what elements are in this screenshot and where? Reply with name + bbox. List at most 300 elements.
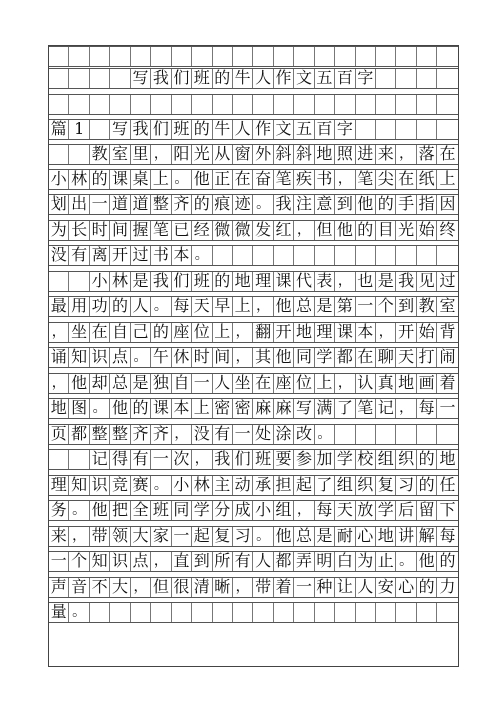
grid-cell: [172, 47, 192, 66]
grid-cell: 放: [356, 501, 376, 520]
grid-cell: 天: [192, 297, 212, 316]
grid-cell: 带: [253, 578, 273, 597]
grid-cell: ，: [233, 578, 253, 597]
grid-cell: 直: [172, 552, 192, 571]
grid-cell: [131, 47, 151, 66]
grid-cell: 没: [49, 246, 69, 265]
grid-cell: 经: [192, 221, 212, 240]
grid-cell: 有: [131, 450, 151, 469]
grid-cell: 每: [172, 297, 192, 316]
grid-cell: 光: [396, 221, 416, 240]
grid-cell: [335, 603, 355, 622]
grid-cell: 习: [396, 476, 416, 495]
grid-cell: 上: [233, 297, 253, 316]
grid-cell: 记: [376, 399, 396, 418]
grid-row-9: [49, 245, 458, 266]
grid-cell: [213, 603, 233, 622]
grid-cell: [356, 120, 376, 139]
grid-cell: 涂: [274, 425, 294, 444]
grid-cell: 班: [172, 120, 192, 139]
grid-cell: 一: [294, 578, 314, 597]
grid-cell: 疾: [294, 170, 314, 189]
grid-cell: 的: [151, 323, 171, 342]
grid-cell: 笔: [274, 170, 294, 189]
grid-cell: 齐: [172, 195, 192, 214]
grid-cell: 。: [69, 501, 89, 520]
grid-cell: 里: [131, 145, 151, 164]
grid-cell: [151, 603, 171, 622]
grid-cell: 识: [110, 552, 130, 571]
grid-cell: [335, 95, 355, 114]
grid-cell: 学: [376, 501, 396, 520]
grid-cell: 天: [396, 348, 416, 367]
grid-cell: 小: [90, 272, 110, 291]
grid-cell: 聊: [376, 348, 396, 367]
grid-cell: [376, 603, 396, 622]
grid-cell: 地: [439, 450, 456, 469]
grid-cell: 很: [172, 578, 192, 597]
grid-cell: 整: [110, 425, 130, 444]
grid-cell: 他: [356, 195, 376, 214]
grid-cell: [356, 95, 376, 114]
grid-cell: 牛: [213, 120, 233, 139]
grid-cell: 上: [192, 399, 212, 418]
grid-cell: 止: [376, 552, 396, 571]
grid-row-16: [49, 424, 458, 445]
grid-cell: 他: [417, 552, 437, 571]
grid-cell: 道: [110, 195, 130, 214]
grid-cell: [90, 47, 110, 66]
grid-cell: [90, 95, 110, 114]
grid-cell: 出: [69, 195, 89, 214]
grid-cell: 理: [49, 476, 69, 495]
grid-cell: 织: [356, 476, 376, 495]
grid-cell: [151, 47, 171, 66]
grid-cell: 他: [274, 297, 294, 316]
grid-cell: 同: [172, 501, 192, 520]
grid-cell: 讲: [396, 527, 416, 546]
grid-row-23: [49, 602, 458, 623]
grid-cell: 了: [335, 399, 355, 418]
grid-cell: 有: [213, 425, 233, 444]
grid-cell: 休: [172, 348, 192, 367]
grid-cell: ，: [294, 501, 314, 520]
grid-cell: 学: [315, 348, 335, 367]
grid-cell: [49, 69, 69, 88]
grid-cell: 写: [131, 69, 151, 88]
grid-cell: 一: [49, 552, 69, 571]
grid-cell: 地: [396, 374, 416, 393]
grid-cell: 有: [233, 552, 253, 571]
grid-cell: [396, 95, 416, 114]
grid-cell: [233, 95, 253, 114]
grid-cell: 地: [49, 399, 69, 418]
grid-cell: 的: [417, 450, 437, 469]
grid-row-10: [49, 271, 458, 292]
grid-cell: [315, 47, 335, 66]
grid-cell: 种: [315, 578, 335, 597]
grid-row-1: [49, 46, 458, 67]
grid-cell: ，: [396, 399, 416, 418]
grid-cell: 在: [356, 348, 376, 367]
grid-cell: 人: [253, 552, 273, 571]
grid-cell: ，: [233, 348, 253, 367]
grid-cell: 。: [172, 170, 192, 189]
grid-cell: [151, 95, 171, 114]
grid-cell: 都: [274, 552, 294, 571]
grid-cell: 也: [356, 272, 376, 291]
grid-cell: 麻: [253, 399, 273, 418]
grid-cell: 学: [335, 450, 355, 469]
grid-cell: 的: [110, 297, 130, 316]
grid-cell: 痕: [213, 195, 233, 214]
grid-cell: [417, 603, 437, 622]
grid-cell: 1: [69, 120, 89, 139]
grid-cell: 后: [396, 501, 416, 520]
grid-cell: 次: [172, 450, 192, 469]
grid-cell: 校: [356, 450, 376, 469]
grid-cell: ，: [335, 272, 355, 291]
grid-cell: 人: [131, 297, 151, 316]
grid-cell: 学: [192, 501, 212, 520]
grid-cell: 组: [335, 476, 355, 495]
grid-cell: 了: [315, 476, 335, 495]
grid-cell: 齐: [131, 425, 151, 444]
grid-cell: 他: [274, 527, 294, 546]
grid-cell: 家: [151, 527, 171, 546]
grid-cell: 的: [376, 195, 396, 214]
grid-cell: 总: [294, 297, 314, 316]
grid-cell: 分: [213, 501, 233, 520]
grid-cell: 一: [192, 374, 212, 393]
grid-cell: 是: [376, 272, 396, 291]
grid-cell: [396, 246, 416, 265]
grid-cell: 第: [335, 297, 355, 316]
grid-cell: 座: [172, 323, 192, 342]
grid-cell: 书: [151, 246, 171, 265]
grid-cell: [294, 603, 314, 622]
grid-cell: 笔: [151, 221, 171, 240]
grid-cell: 齐: [151, 425, 171, 444]
grid-cell: 午: [151, 348, 171, 367]
grid-cell: [315, 246, 335, 265]
grid-row-4: [49, 119, 458, 140]
grid-cell: 林: [110, 272, 130, 291]
grid-cell: 天: [335, 501, 355, 520]
grid-cell: 起: [192, 527, 212, 546]
grid-cell: 本: [172, 246, 192, 265]
grid-cell: 间: [213, 348, 233, 367]
grid-cell: [253, 246, 273, 265]
grid-cell: 不: [90, 578, 110, 597]
grid-cell: 一: [90, 195, 110, 214]
grid-cell: 习: [233, 527, 253, 546]
grid-cell: [49, 450, 69, 469]
grid-cell: 课: [151, 399, 171, 418]
grid-cell: 文: [294, 69, 314, 88]
grid-cell: 在: [439, 145, 456, 164]
grid-cell: 有: [69, 246, 89, 265]
grid-cell: [437, 120, 457, 139]
grid-cell: 下: [439, 501, 456, 520]
grid-cell: 我: [396, 272, 416, 291]
grid-cell: 的: [213, 69, 233, 88]
grid-cell: 们: [172, 69, 192, 88]
grid-cell: 我: [151, 69, 171, 88]
grid-cell: [49, 272, 69, 291]
grid-cell: 奋: [253, 170, 273, 189]
grid-cell: ，: [396, 145, 416, 164]
grid-row-15: [49, 398, 458, 419]
grid-cell: 百: [335, 69, 355, 88]
grid-cell: 密: [213, 399, 233, 418]
grid-cell: 弄: [294, 552, 314, 571]
grid-cell: [356, 246, 376, 265]
grid-cell: 个: [376, 297, 396, 316]
grid-cell: 量: [49, 603, 69, 622]
grid-row-3: [49, 94, 458, 115]
grid-cell: [49, 145, 69, 164]
grid-row-8: [49, 220, 458, 241]
grid-cell: 到: [192, 552, 212, 571]
grid-cell: 我: [213, 450, 233, 469]
grid-row-12: [49, 322, 458, 343]
grid-cell: 。: [192, 246, 212, 265]
grid-cell: 红: [274, 221, 294, 240]
grid-cell: 光: [192, 145, 212, 164]
grid-cell: 书: [315, 170, 335, 189]
grid-cell: 发: [253, 221, 273, 240]
grid-cell: 室: [110, 145, 130, 164]
grid-cell: 五: [294, 120, 314, 139]
grid-cell: [233, 47, 253, 66]
grid-cell: 他: [335, 221, 355, 240]
grid-cell: 指: [417, 195, 437, 214]
grid-cell: 自: [110, 323, 130, 342]
grid-cell: 个: [69, 552, 89, 571]
grid-cell: 地: [376, 527, 396, 546]
grid-cell: 承: [253, 476, 273, 495]
grid-cell: [274, 47, 294, 66]
grid-cell: [437, 425, 457, 444]
composition-grid-paper: [48, 45, 459, 667]
grid-cell: 带: [90, 527, 110, 546]
grid-cell: 每: [315, 501, 335, 520]
grid-cell: 我: [131, 120, 151, 139]
grid-cell: 整: [151, 195, 171, 214]
grid-cell: [335, 425, 355, 444]
grid-cell: 落: [417, 145, 437, 164]
grid-cell: 上: [151, 170, 171, 189]
grid-cell: 满: [315, 399, 335, 418]
grid-cell: 早: [213, 297, 233, 316]
grid-cell: 诵: [49, 348, 69, 367]
grid-cell: 音: [69, 578, 89, 597]
grid-cell: 林: [192, 476, 212, 495]
grid-cell: 他: [274, 348, 294, 367]
grid-cell: 改: [294, 425, 314, 444]
grid-cell: 。: [151, 297, 171, 316]
grid-cell: [192, 603, 212, 622]
grid-row-2: [49, 68, 458, 89]
grid-cell: ，: [335, 170, 355, 189]
grid-cell: 作: [274, 69, 294, 88]
grid-cell: 用: [69, 297, 89, 316]
grid-cell: 务: [49, 501, 69, 520]
grid-cell: [69, 272, 89, 291]
grid-row-17: [49, 449, 458, 470]
grid-cell: 组: [376, 450, 396, 469]
grid-cell: 却: [90, 374, 110, 393]
grid-row-18: [49, 475, 458, 496]
grid-cell: 班: [192, 69, 212, 88]
grid-cell: 留: [417, 501, 437, 520]
grid-cell: 。: [151, 476, 171, 495]
grid-cell: 画: [417, 374, 437, 393]
grid-cell: [253, 95, 273, 114]
grid-cell: 的: [213, 272, 233, 291]
grid-cell: 清: [192, 578, 212, 597]
grid-cell: 写: [294, 399, 314, 418]
grid-cell: 全: [131, 501, 151, 520]
grid-cell: 。: [69, 603, 89, 622]
grid-cell: [437, 246, 457, 265]
grid-cell: 声: [49, 578, 69, 597]
grid-cell: 大: [110, 578, 130, 597]
grid-cell: 真: [376, 374, 396, 393]
grid-cell: 的: [131, 399, 151, 418]
grid-cell: 开: [274, 323, 294, 342]
grid-cell: [110, 95, 130, 114]
grid-cell: 笔: [356, 399, 376, 418]
grid-cell: 阳: [172, 145, 192, 164]
grid-cell: 座: [274, 374, 294, 393]
grid-cell: [192, 47, 212, 66]
grid-cell: 是: [131, 374, 151, 393]
grid-cell: 在: [396, 170, 416, 189]
grid-cell: 始: [417, 323, 437, 342]
grid-cell: 上: [315, 374, 335, 393]
grid-cell: [274, 95, 294, 114]
grid-cell: ，: [69, 527, 89, 546]
grid-cell: 离: [90, 246, 110, 265]
grid-cell: 赛: [131, 476, 151, 495]
grid-cell: [335, 47, 355, 66]
grid-cell: 理: [315, 323, 335, 342]
grid-cell: 他: [90, 501, 110, 520]
grid-cell: 知: [69, 476, 89, 495]
grid-cell: 尖: [376, 170, 396, 189]
grid-cell: 字: [335, 120, 355, 139]
grid-cell: 竞: [110, 476, 130, 495]
grid-cell: 微: [233, 221, 253, 240]
grid-cell: 处: [253, 425, 273, 444]
grid-cell: 握: [131, 221, 151, 240]
grid-cell: 织: [396, 450, 416, 469]
grid-cell: 领: [110, 527, 130, 546]
grid-cell: 点: [110, 348, 130, 367]
grid-cell: [335, 246, 355, 265]
grid-cell: [376, 120, 396, 139]
grid-cell: 他: [192, 170, 212, 189]
grid-row-19: [49, 500, 458, 521]
grid-cell: [376, 425, 396, 444]
grid-row-22: [49, 577, 458, 598]
grid-cell: 地: [233, 272, 253, 291]
grid-cell: 正: [213, 170, 233, 189]
grid-cell: [49, 47, 69, 66]
grid-cell: 字: [356, 69, 376, 88]
grid-cell: ，: [192, 450, 212, 469]
grid-cell: [131, 603, 151, 622]
grid-cell: 道: [131, 195, 151, 214]
grid-cell: [376, 69, 396, 88]
grid-cell: [356, 425, 376, 444]
grid-cell: 们: [151, 120, 171, 139]
grid-cell: 间: [110, 221, 130, 240]
grid-cell: 写: [110, 120, 130, 139]
grid-cell: 是: [315, 297, 335, 316]
grid-cell: [417, 95, 437, 114]
grid-cell: 人: [213, 374, 233, 393]
grid-cell: 是: [131, 272, 151, 291]
grid-cell: [396, 425, 416, 444]
grid-cell: 照: [335, 145, 355, 164]
grid-cell: 班: [253, 450, 273, 469]
grid-cell: 密: [233, 399, 253, 418]
grid-cell: 班: [151, 501, 171, 520]
grid-cell: [376, 246, 396, 265]
grid-cell: 任: [439, 476, 456, 495]
grid-cell: 上: [439, 170, 456, 189]
grid-row-7: [49, 194, 458, 215]
grid-row-11: [49, 296, 458, 317]
grid-cell: 位: [192, 323, 212, 342]
grid-cell: 认: [356, 374, 376, 393]
grid-cell: 。: [90, 399, 110, 418]
grid-cell: [110, 603, 130, 622]
grid-cell: 人: [233, 120, 253, 139]
grid-cell: 心: [396, 578, 416, 597]
grid-cell: 因: [439, 195, 456, 214]
grid-cell: 白: [335, 552, 355, 571]
grid-cell: 着: [274, 578, 294, 597]
grid-cell: 窗: [233, 145, 253, 164]
grid-cell: [213, 246, 233, 265]
grid-cell: 地: [315, 145, 335, 164]
grid-cell: 代: [294, 272, 314, 291]
grid-cell: 长: [69, 221, 89, 240]
grid-cell: 。: [396, 552, 416, 571]
grid-cell: 课: [110, 170, 130, 189]
grid-cell: 主: [213, 476, 233, 495]
grid-cell: 识: [90, 476, 110, 495]
grid-cell: 在: [90, 323, 110, 342]
grid-cell: 总: [110, 374, 130, 393]
grid-cell: 加: [315, 450, 335, 469]
grid-cell: 最: [49, 297, 69, 316]
grid-row-6: [49, 169, 458, 190]
grid-cell: 意: [315, 195, 335, 214]
grid-cell: 时: [90, 221, 110, 240]
grid-cell: 时: [192, 348, 212, 367]
grid-cell: 背: [439, 323, 456, 342]
grid-cell: [131, 95, 151, 114]
grid-cell: 总: [294, 527, 314, 546]
grid-cell: 划: [49, 195, 69, 214]
grid-row-5: [49, 144, 458, 165]
grid-cell: 知: [90, 552, 110, 571]
